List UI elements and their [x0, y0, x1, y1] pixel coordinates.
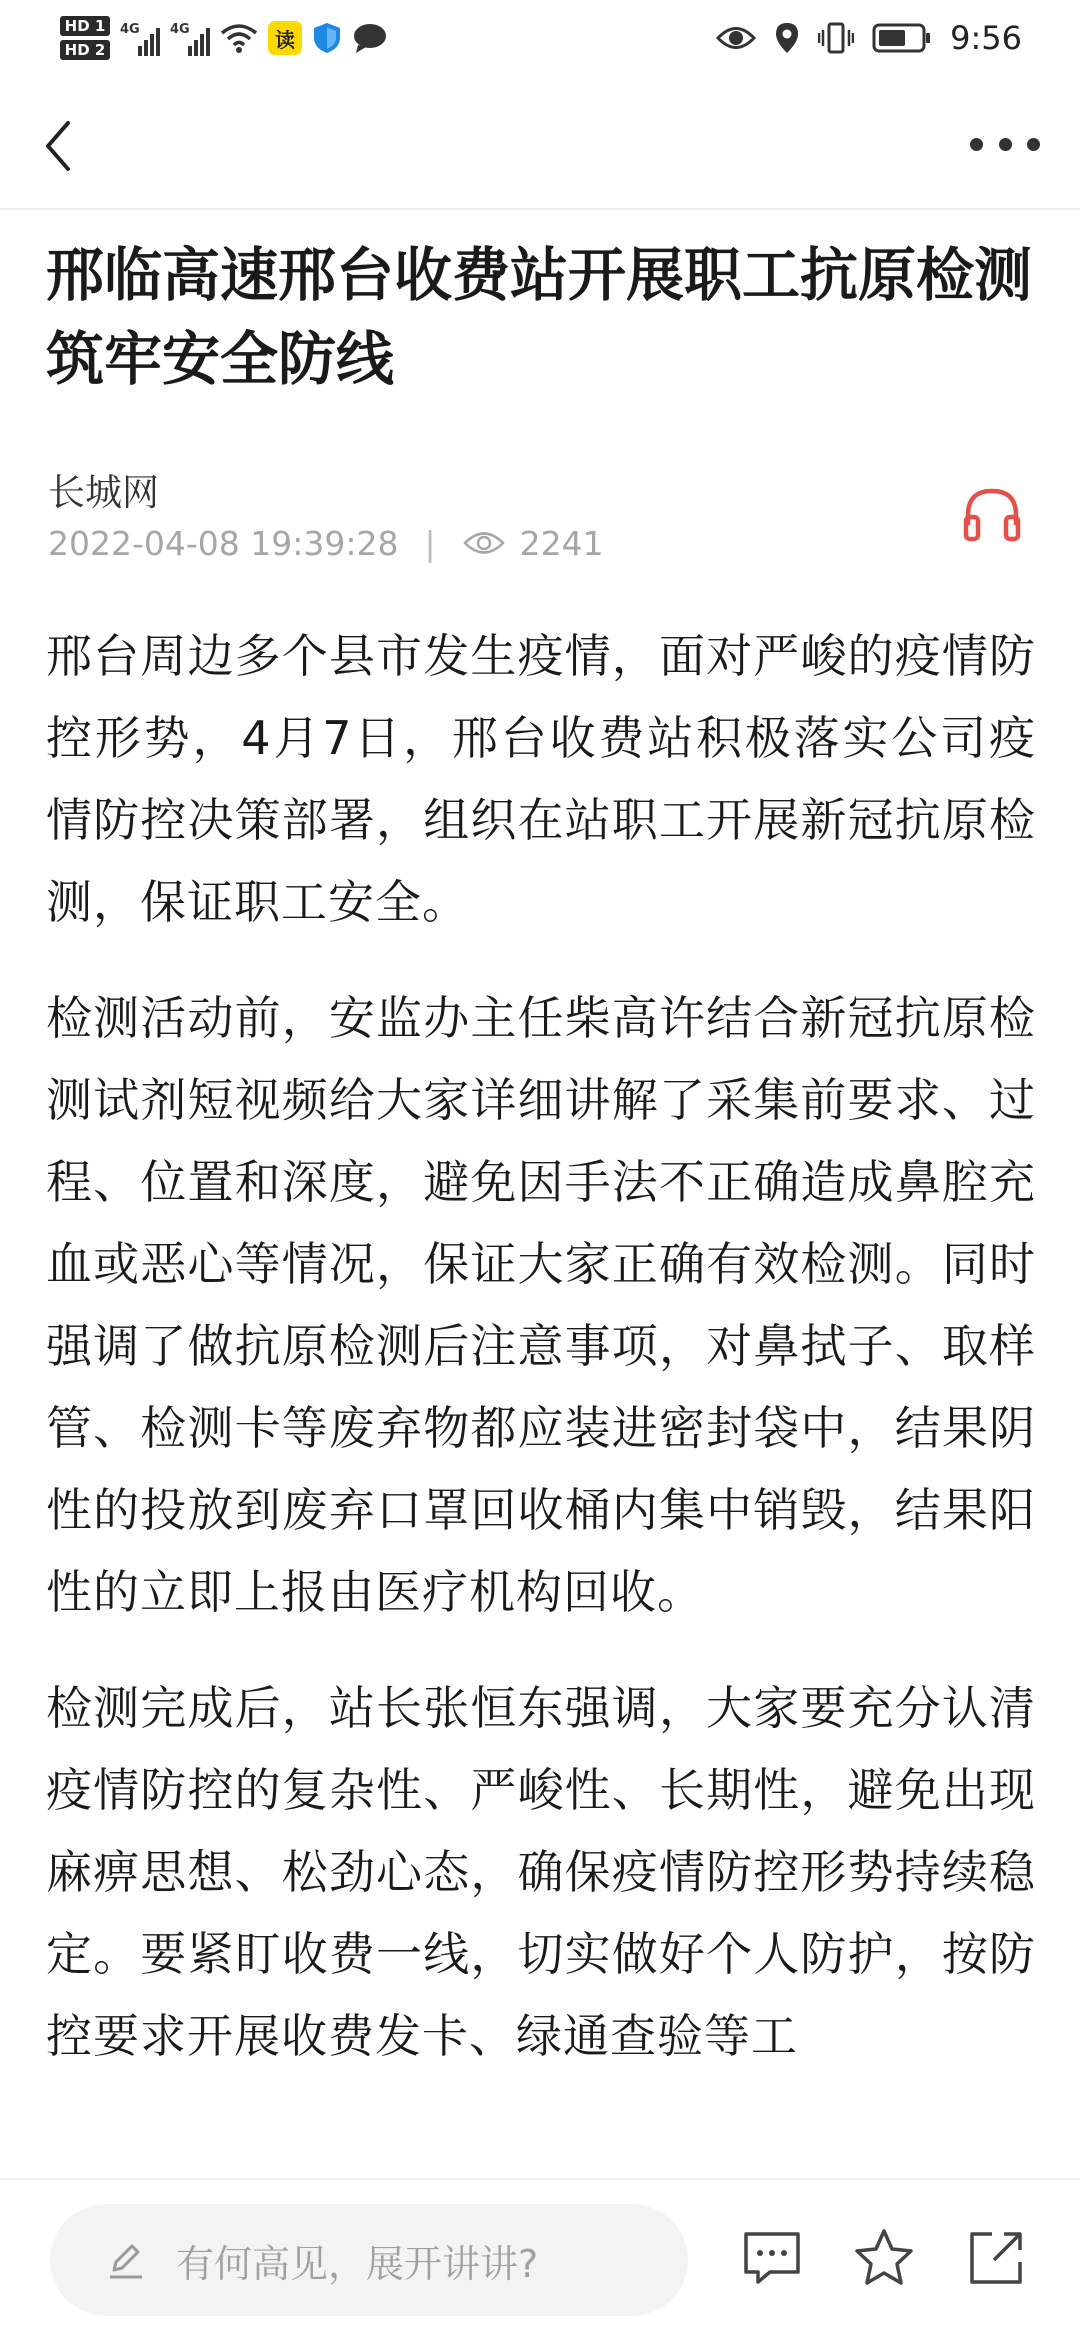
article-paragraph: 邢台周边多个县市发生疫情，面对严峻的疫情防控形势，4月7日，邢台收费站积极落实公司疫情防控决策部署，组织在站职工开展新冠抗原检测，保证职工安全。 — [46, 629, 1036, 929]
more-options-button[interactable] — [970, 122, 1040, 166]
comment-input[interactable] — [50, 2204, 688, 2316]
reader-app-label: 读 — [275, 27, 295, 52]
publish-datetime: 2022-04-08 19:39:28 — [48, 523, 399, 563]
article-paragraph: 检测完成后，站长张恒东强调，大家要充分认清疫情防控的复杂性、严峻性、长期性，避免出现麻痹思想、松劲心态，确保疫情防控形势持续稳定。要紧盯收费一线，切实做好个人防护，按防控要求开展收费发卡、绿通查验等工 — [46, 1681, 1036, 2063]
dot — [970, 138, 983, 151]
top-nav-bar — [0, 72, 1080, 210]
shield-icon — [312, 21, 342, 55]
hd-indicators — [60, 16, 110, 60]
hd2-badge: HD 2 — [60, 40, 110, 60]
signal-icon — [170, 20, 210, 56]
comment-placeholder: 有何高见，展开讲讲? — [176, 2241, 539, 2286]
clock-time: 9:56 — [950, 19, 1022, 57]
view-count: 2241 — [519, 523, 604, 563]
dot — [1027, 138, 1040, 151]
share-icon[interactable] — [964, 2226, 1028, 2290]
article-paragraph: 检测活动前，安监办主任柴高许结合新冠抗原检测试剂短视频给大家详细讲解了采集前要求、过程、位置和深度，避免因手法不正确造成鼻腔充血或恶心等情况，保证大家正确有效检测。同时强调了做抗原检测后注意事项，对鼻拭子、取样管、检测卡等废弃物都应装进密封袋中，结果阴性的投放到废弃口罩回收桶内集中销毁，结果阳性的立即上报由医疗机构回收。 — [46, 991, 1036, 1619]
reader-app-icon — [268, 21, 302, 55]
eye-comfort-icon — [716, 23, 756, 53]
pencil-icon — [106, 2240, 146, 2280]
views-eye-icon — [462, 528, 506, 558]
bottom-action-bar — [0, 2178, 1080, 2340]
article-body — [46, 615, 1036, 2111]
wifi-icon — [220, 21, 258, 55]
network-type-label: 4G — [170, 22, 190, 37]
hd1-badge: HD 1 — [60, 16, 110, 36]
headphones-icon[interactable] — [962, 485, 1022, 543]
message-icon — [352, 21, 388, 55]
network-type-label: 4G — [120, 22, 140, 37]
comments-icon[interactable] — [740, 2226, 804, 2290]
location-icon — [774, 21, 800, 55]
article-title: 邢临高速邢台收费站开展职工抗原检测 筑牢安全防线 — [46, 241, 1033, 393]
meta-separator: | — [424, 523, 436, 563]
status-bar — [0, 0, 1080, 72]
article-source[interactable]: 长城网 — [48, 471, 159, 514]
vibrate-icon — [818, 21, 854, 55]
star-icon[interactable] — [852, 2226, 916, 2290]
chevron-left-icon[interactable] — [36, 117, 84, 175]
signal-icon — [120, 20, 160, 56]
dot — [999, 138, 1012, 151]
battery-icon — [872, 22, 932, 54]
article-meta — [48, 520, 604, 566]
